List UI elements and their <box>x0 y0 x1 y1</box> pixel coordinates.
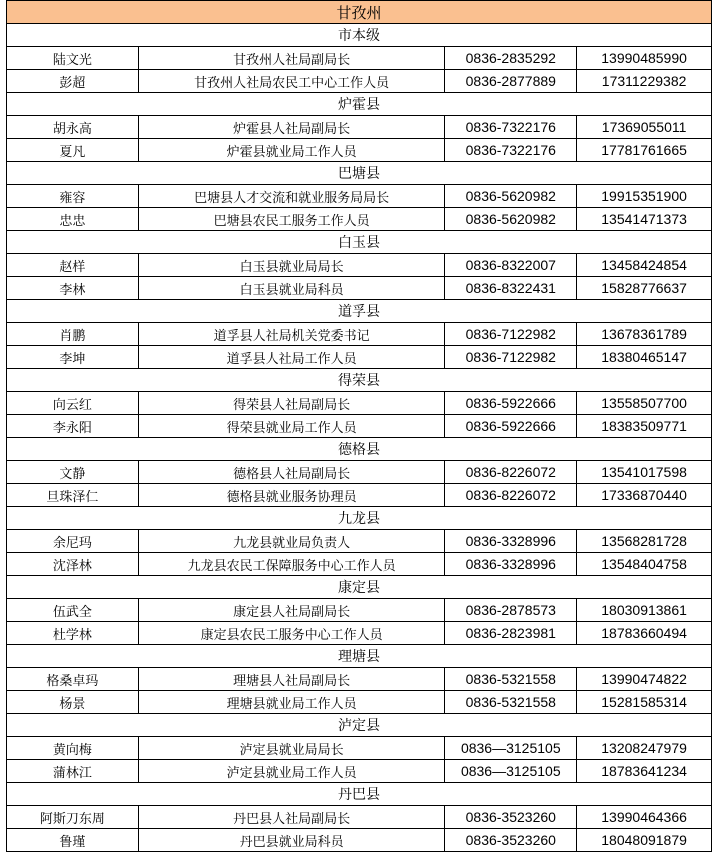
phone-cell: 0836-2877889 <box>445 70 577 92</box>
name-cell: 黄向梅 <box>7 737 139 759</box>
mobile-cell: 18783660494 <box>577 622 712 644</box>
phone-cell: 0836-5620982 <box>445 208 577 230</box>
mobile-cell: 13548404758 <box>577 553 712 575</box>
phone-cell: 0836-5321558 <box>445 691 577 713</box>
section-header: 康定县 <box>7 576 712 598</box>
phone-cell: 0836-7122982 <box>445 346 577 368</box>
section-header: 市本级 <box>7 24 712 46</box>
table-row <box>6 829 712 852</box>
phone-cell: 0836-7322176 <box>445 139 577 161</box>
phone-cell: 0836-2835292 <box>445 47 577 69</box>
phone-cell: 0836-2878573 <box>445 599 577 621</box>
mobile-cell: 17369055011 <box>577 116 712 138</box>
phone-cell: 0836-8322007 <box>445 254 577 276</box>
sheet-title-row <box>6 0 712 24</box>
position-cell: 炉霍县就业局工作人员 <box>139 139 446 161</box>
name-cell: 余尼玛 <box>7 530 139 552</box>
name-cell: 李林 <box>7 277 139 299</box>
position-cell: 泸定县就业局局长 <box>139 737 446 759</box>
table-row <box>6 530 712 553</box>
mobile-cell: 13541471373 <box>577 208 712 230</box>
position-cell: 德格县就业服务协理员 <box>139 484 446 506</box>
table-row <box>6 668 712 691</box>
section-header: 德格县 <box>7 438 712 460</box>
position-cell: 白玉县就业局局长 <box>139 254 446 276</box>
position-cell: 康定县农民工服务中心工作人员 <box>139 622 446 644</box>
name-cell: 彭超 <box>7 70 139 92</box>
phone-cell: 0836-5922666 <box>445 392 577 414</box>
section-header: 炉霍县 <box>7 93 712 115</box>
position-cell: 炉霍县人社局副局长 <box>139 116 446 138</box>
position-cell: 巴塘县人才交流和就业服务局局长 <box>139 185 446 207</box>
name-cell: 赵样 <box>7 254 139 276</box>
phone-cell: 0836-7322176 <box>445 116 577 138</box>
position-cell: 巴塘县农民工服务工作人员 <box>139 208 446 230</box>
name-cell: 旦珠泽仁 <box>7 484 139 506</box>
position-cell: 甘孜州人社局副局长 <box>139 47 446 69</box>
mobile-cell: 13208247979 <box>577 737 712 759</box>
position-cell: 道孚县人社局机关党委书记 <box>139 323 446 345</box>
name-cell: 阿斯刀东周 <box>7 806 139 828</box>
section-header-row <box>6 162 712 185</box>
mobile-cell: 19915351900 <box>577 185 712 207</box>
mobile-cell: 13990474822 <box>577 668 712 690</box>
position-cell: 得荣县就业局工作人员 <box>139 415 446 437</box>
position-cell: 康定县人社局副局长 <box>139 599 446 621</box>
phone-cell: 0836-7122982 <box>445 323 577 345</box>
phone-cell: 0836-3523260 <box>445 829 577 851</box>
table-row <box>6 599 712 622</box>
section-header-row <box>6 507 712 530</box>
table-row <box>6 737 712 760</box>
section-header-row <box>6 369 712 392</box>
table-row <box>6 47 712 70</box>
position-cell: 白玉县就业局科员 <box>139 277 446 299</box>
table-row <box>6 553 712 576</box>
section-header: 理塘县 <box>7 645 712 667</box>
section-header-row <box>6 93 712 116</box>
phone-cell: 0836-5922666 <box>445 415 577 437</box>
section-header-row <box>6 24 712 47</box>
table-row <box>6 415 712 438</box>
name-cell: 胡永高 <box>7 116 139 138</box>
section-header: 泸定县 <box>7 714 712 736</box>
name-cell: 向云红 <box>7 392 139 414</box>
mobile-cell: 15281585314 <box>577 691 712 713</box>
table-row <box>6 323 712 346</box>
section-header-row <box>6 714 712 737</box>
section-header: 丹巴县 <box>7 783 712 805</box>
mobile-cell: 17311229382 <box>577 70 712 92</box>
section-header-row <box>6 438 712 461</box>
section-header-row <box>6 783 712 806</box>
mobile-cell: 13541017598 <box>577 461 712 483</box>
table-row <box>6 208 712 231</box>
contact-sheet <box>6 0 712 852</box>
table-row <box>6 346 712 369</box>
name-cell: 格桑卓玛 <box>7 668 139 690</box>
section-header-row <box>6 576 712 599</box>
name-cell: 陆文光 <box>7 47 139 69</box>
mobile-cell: 18783641234 <box>577 760 712 782</box>
section-header: 白玉县 <box>7 231 712 253</box>
name-cell: 雍容 <box>7 185 139 207</box>
phone-cell: 0836-8226072 <box>445 461 577 483</box>
mobile-cell: 18380465147 <box>577 346 712 368</box>
name-cell: 杜学林 <box>7 622 139 644</box>
position-cell: 泸定县就业局工作人员 <box>139 760 446 782</box>
position-cell: 九龙县农民工保障服务中心工作人员 <box>139 553 446 575</box>
mobile-cell: 17336870440 <box>577 484 712 506</box>
table-row <box>6 139 712 162</box>
position-cell: 九龙县就业局负责人 <box>139 530 446 552</box>
table-row <box>6 760 712 783</box>
section-header: 九龙县 <box>7 507 712 529</box>
table-row <box>6 254 712 277</box>
phone-cell: 0836-8226072 <box>445 484 577 506</box>
table-row <box>6 70 712 93</box>
phone-cell: 0836—3125105 <box>445 760 577 782</box>
mobile-cell: 13990464366 <box>577 806 712 828</box>
mobile-cell: 13678361789 <box>577 323 712 345</box>
phone-cell: 0836-5321558 <box>445 668 577 690</box>
position-cell: 得荣县人社局副局长 <box>139 392 446 414</box>
mobile-cell: 17781761665 <box>577 139 712 161</box>
mobile-cell: 18383509771 <box>577 415 712 437</box>
table-row <box>6 392 712 415</box>
name-cell: 伍武全 <box>7 599 139 621</box>
name-cell: 沈泽林 <box>7 553 139 575</box>
phone-cell: 0836-3328996 <box>445 553 577 575</box>
phone-cell: 0836-8322431 <box>445 277 577 299</box>
position-cell: 理塘县人社局副局长 <box>139 668 446 690</box>
phone-cell: 0836—3125105 <box>445 737 577 759</box>
table-row <box>6 185 712 208</box>
mobile-cell: 13458424854 <box>577 254 712 276</box>
section-header: 巴塘县 <box>7 162 712 184</box>
name-cell: 杨景 <box>7 691 139 713</box>
table-row <box>6 116 712 139</box>
mobile-cell: 13990485990 <box>577 47 712 69</box>
table-row <box>6 461 712 484</box>
mobile-cell: 13558507700 <box>577 392 712 414</box>
sections-container <box>6 24 712 852</box>
name-cell: 文静 <box>7 461 139 483</box>
name-cell: 蒲林江 <box>7 760 139 782</box>
position-cell: 德格县人社局副局长 <box>139 461 446 483</box>
phone-cell: 0836-5620982 <box>445 185 577 207</box>
sheet-title: 甘孜州 <box>7 1 712 23</box>
name-cell: 鲁瑾 <box>7 829 139 851</box>
section-header: 得荣县 <box>7 369 712 391</box>
mobile-cell: 18030913861 <box>577 599 712 621</box>
position-cell: 甘孜州人社局农民工中心工作人员 <box>139 70 446 92</box>
section-header: 道孚县 <box>7 300 712 322</box>
mobile-cell: 13568281728 <box>577 530 712 552</box>
table-row <box>6 277 712 300</box>
position-cell: 理塘县就业局工作人员 <box>139 691 446 713</box>
table-row <box>6 806 712 829</box>
phone-cell: 0836-3523260 <box>445 806 577 828</box>
phone-cell: 0836-2823981 <box>445 622 577 644</box>
table-row <box>6 622 712 645</box>
table-row <box>6 484 712 507</box>
mobile-cell: 15828776637 <box>577 277 712 299</box>
mobile-cell: 18048091879 <box>577 829 712 851</box>
section-header-row <box>6 231 712 254</box>
name-cell: 忠忠 <box>7 208 139 230</box>
section-header-row <box>6 645 712 668</box>
name-cell: 肖鹏 <box>7 323 139 345</box>
name-cell: 李永阳 <box>7 415 139 437</box>
table-row <box>6 691 712 714</box>
name-cell: 李坤 <box>7 346 139 368</box>
position-cell: 丹巴县就业局科员 <box>139 829 446 851</box>
position-cell: 道孚县人社局工作人员 <box>139 346 446 368</box>
phone-cell: 0836-3328996 <box>445 530 577 552</box>
section-header-row <box>6 300 712 323</box>
position-cell: 丹巴县人社局副局长 <box>139 806 446 828</box>
name-cell: 夏凡 <box>7 139 139 161</box>
